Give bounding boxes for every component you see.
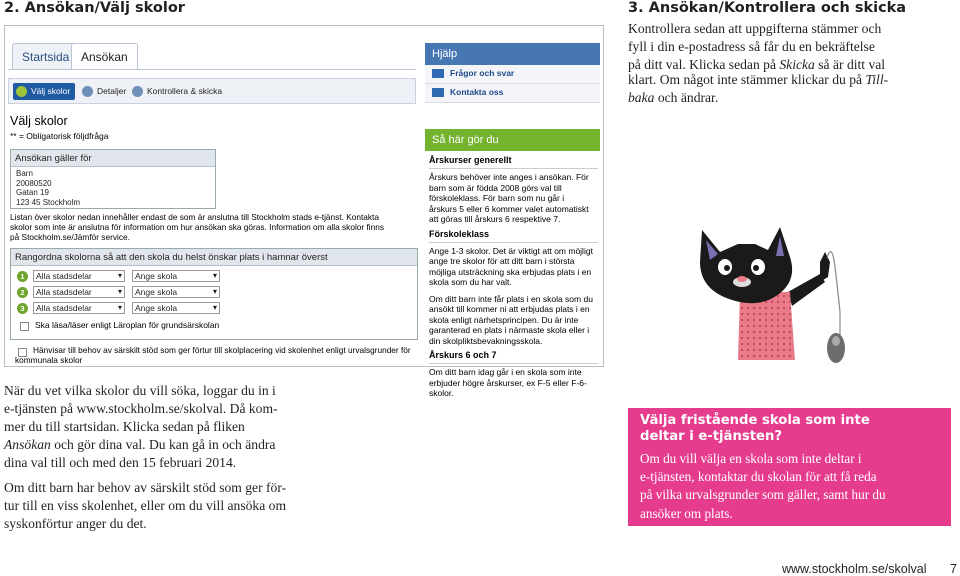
cat-illustration xyxy=(680,222,855,372)
section-text: Om ditt barn idag går i en skola som inte erbjuder högre årskurser, ex F-5 eller F-6-skolor. xyxy=(429,367,587,398)
contact-link[interactable]: Kontakta oss xyxy=(425,84,600,103)
tab-ansokan[interactable]: Ansökan xyxy=(71,43,138,69)
info-text: Listan över skolor nedan innehåller endast de som är anslutna till Stockholm stads e-tjänst. Kontakta skolor som inte är anslutna för information om hur ansökan ska göras. Information om alla skolor finns på Stockholm.se/Jämför service. xyxy=(10,212,384,242)
step-arrow-icon xyxy=(132,86,143,97)
step-bar xyxy=(8,78,416,104)
body-paragraph-2: Om ditt barn har behov av särskilt stöd som ger för- tur till en viss skolenhet, eller om du vill ansöka om syskonförtur anger du det. xyxy=(4,480,287,531)
rank-1-badge: 1 xyxy=(17,271,28,282)
section-text: Om ditt barn inte får plats i en skola som du ansökt till kommer ni att erbjudas plats i en skola enligt närhetsprincipen. Du är inte garanterad en plats i närmaste skola eller i din skolpliktsbevakningsskola. xyxy=(429,293,593,346)
child-id: 20080520 xyxy=(16,178,52,188)
ranking-header: Rangordna skolorna så att den skola du helst önskar plats i hamnar överst xyxy=(11,249,417,266)
footer-url[interactable]: www.stockholm.se/skolval xyxy=(782,562,927,576)
page-number: 7 xyxy=(950,562,957,576)
step-detaljer[interactable]: Detaljer xyxy=(79,83,131,100)
box-text: Om du vill välja en skola som inte deltar i e-tjänsten, kontaktar du skolan för att få reda på vilka urvalsgrunder som gäller, samt hur du ansöker om plats. xyxy=(640,451,886,521)
child-name: Barn xyxy=(16,169,33,178)
step-arrow-icon xyxy=(82,86,93,97)
right-intro-text: Kontrollera sedan att uppgifterna stämmer och fyll i din e-postadress så får du en bekräftelse på ditt val. Klicka sedan på Skicka så är ditt val xyxy=(628,21,886,72)
right-intro-text-end: klart. Om något inte stämmer klickar du på Till- baka och ändrar. xyxy=(628,72,889,105)
left-heading: 2. Ansökan/Välj skolor xyxy=(4,0,185,16)
page-title: Välj skolor xyxy=(10,114,68,128)
step-kontrollera[interactable]: Kontrollera & skicka xyxy=(129,83,227,100)
district-select-3[interactable]: Alla stadsdelar ▾ xyxy=(33,302,125,314)
e-service-screenshot xyxy=(4,25,604,398)
district-select-2[interactable]: Alla stadsdelar ▾ xyxy=(33,286,125,298)
ranking-box xyxy=(10,248,418,340)
independent-school-box xyxy=(628,408,951,526)
section-text: Årskurs behöver inte anges i ansökan. För barn som är födda 2008 görs val till förskoleklass. För barn som nu går i årskurs 5 eller 6 kommer valet automatiskt att göras till årskurs 6 respektive 7. xyxy=(429,172,589,224)
tab-startsida[interactable]: Startsida xyxy=(12,43,79,69)
rank-3-badge: 3 xyxy=(17,303,28,314)
section-heading: Förskoleklass xyxy=(429,228,490,239)
step-check-icon xyxy=(16,86,27,97)
application-box xyxy=(10,149,216,209)
grundsarskola-label: Ska läsa/läser enligt Läroplan för grundsärskolan xyxy=(35,320,220,330)
section-heading: Årskurs 6 och 7 xyxy=(429,350,497,360)
section-heading: Årskurser generellt xyxy=(429,155,512,165)
box-title: Välja fristående skola som inte deltar i e-tjänsten? xyxy=(640,413,870,444)
required-note: ** = Obligatorisk följdfråga xyxy=(10,131,109,141)
special-need-text: Hänvisar till behov av särskilt stöd som ger förtur till skolplacering vid skolenhet enligt urvalsgrunder för kommunala skolor xyxy=(15,345,411,365)
grundsarskola-checkbox[interactable] xyxy=(20,322,29,331)
rank-2-badge: 2 xyxy=(17,287,28,298)
section-text: Ange 1-3 skolor. Det är viktigt att om möjligt ange tre skolor för att ditt barn i största möjliga utsträckning ska erbjudas plats i en skola som du har valt. xyxy=(429,245,593,287)
chat-icon xyxy=(432,69,444,78)
school-select-1[interactable]: Ange skola ▾ xyxy=(132,270,220,282)
school-select-2[interactable]: Ange skola ▾ xyxy=(132,286,220,298)
address-street: Gatan 19 xyxy=(16,188,49,197)
mail-icon xyxy=(432,88,444,97)
faq-link[interactable]: Frågor och svar xyxy=(425,65,600,84)
how-to-title: Så här gör du xyxy=(425,129,600,151)
body-paragraph-1: När du vet vilka skolor du vill söka, loggar du in i e-tjänsten på www.stockholm.se/skolval. Då kom- mer du till startsidan. Klicka sedan på fliken Ansökan och gör dina val. Du kan gå in och ändra dina val till och med den 15 februari 2014. xyxy=(4,383,278,470)
address-city: 123 45 Stockholm xyxy=(16,197,81,207)
application-box-header: Ansökan gäller för xyxy=(11,150,215,167)
district-select-1[interactable]: Alla stadsdelar ▾ xyxy=(33,270,125,282)
right-heading: 3. Ansökan/Kontrollera och skicka xyxy=(628,0,907,16)
help-title: Hjälp xyxy=(425,43,600,65)
step-valj-skolor[interactable]: Välj skolor xyxy=(13,83,75,100)
school-select-3[interactable]: Ange skola ▾ xyxy=(132,302,220,314)
help-panel xyxy=(425,43,600,399)
